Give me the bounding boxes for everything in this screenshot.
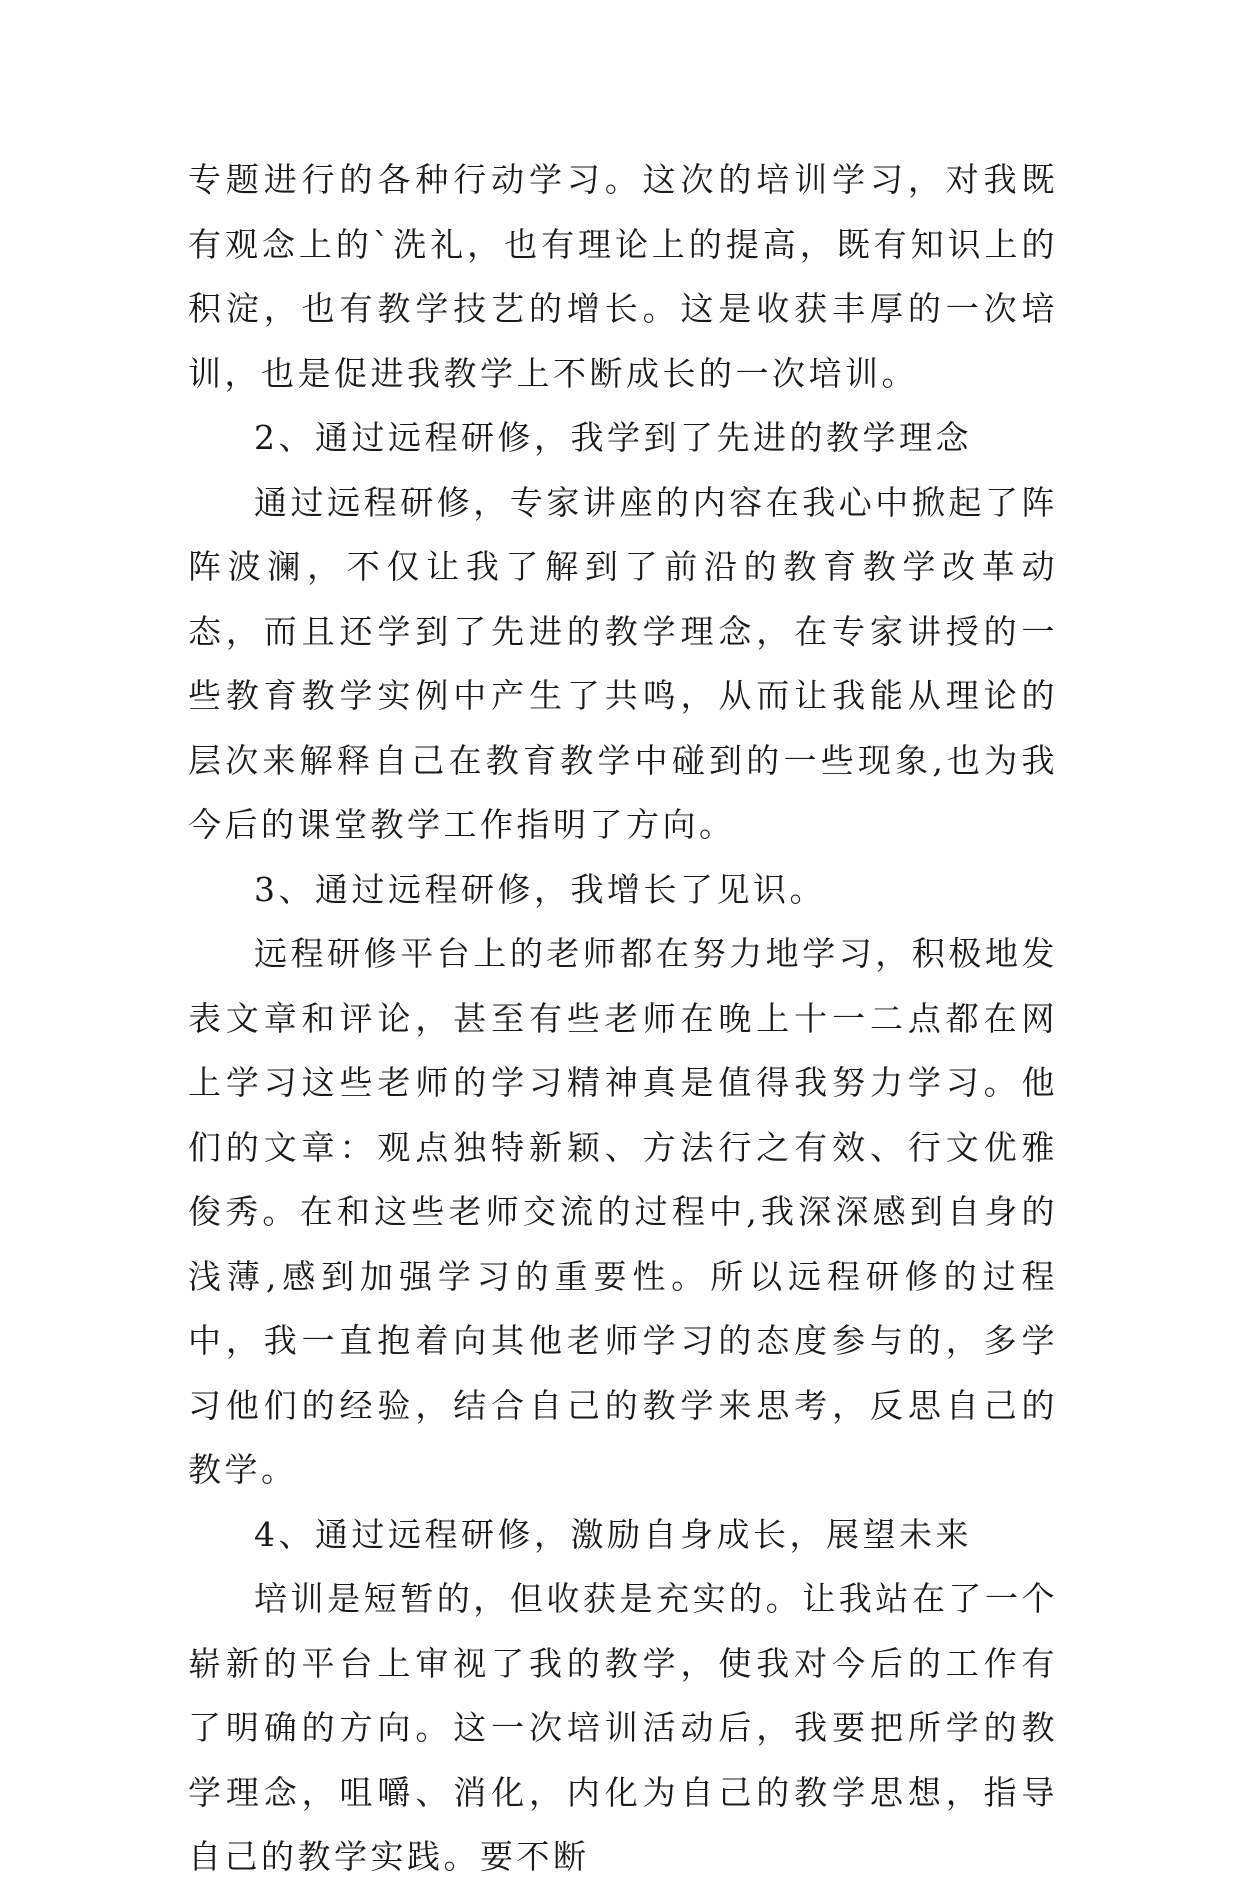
- section-heading-4: 4、通过远程研修，激励自身成长，展望未来: [254, 1514, 972, 1554]
- paragraph-future: 培训是短暂的，但收获是充实的。让我站在了一个崭新的平台上审视了我的教学，使我对今后的工作有了明确的方向。这一次培训活动后，我要把所学的教学理念，咀嚼、消化，内化为自己的教学思想，指导自己的教学实践。要不断: [188, 1579, 1058, 1876]
- section-heading-2: 2、通过远程研修，我学到了先进的教学理念: [254, 418, 972, 457]
- paragraph-insight: 远程研修平台上的老师都在努力地学习，积极地发表文章和评论，甚至有些老师在晚上十一二点都在网上学习这些老师的学习精神真是值得我努力学习。他们的文章：观点独特新颖、方法行之有效、行文优雅俊秀。在和这些老师交流的过程中,我深深感到自身的浅薄,感到加强学习的重要性。所以远程研修的过程中，我一直抱着向其他老师学习的态度参与的，多学习他们的经验，结合自己的教学来思考，反思自己的教学。: [188, 934, 1058, 1489]
- paragraph-continuation: 专题进行的各种行动学习。这次的培训学习，对我既有观念上的`洗礼，也有理论上的提高，既有知识上的积淀，也有教学技艺的增长。这是收获丰厚的一次培训，也是促进我教学上不断成长的一次培训。: [188, 160, 1058, 393]
- paragraph-advanced-concepts: 通过远程研修，专家讲座的内容在我心中掀起了阵阵波澜，不仅让我了解到了前沿的教育教学改革动态，而且还学到了先进的教学理念，在专家讲授的一些教育教学实例中产生了共鸣，从而让我能从理论的层次来解释自己在教育教学中碰到的一些现象,也为我今后的课堂教学工作指明了方向。: [188, 482, 1058, 844]
- section-heading-3: 3、通过远程研修，我增长了见识。: [254, 869, 826, 909]
- document-body: [188, 148, 1058, 1890]
